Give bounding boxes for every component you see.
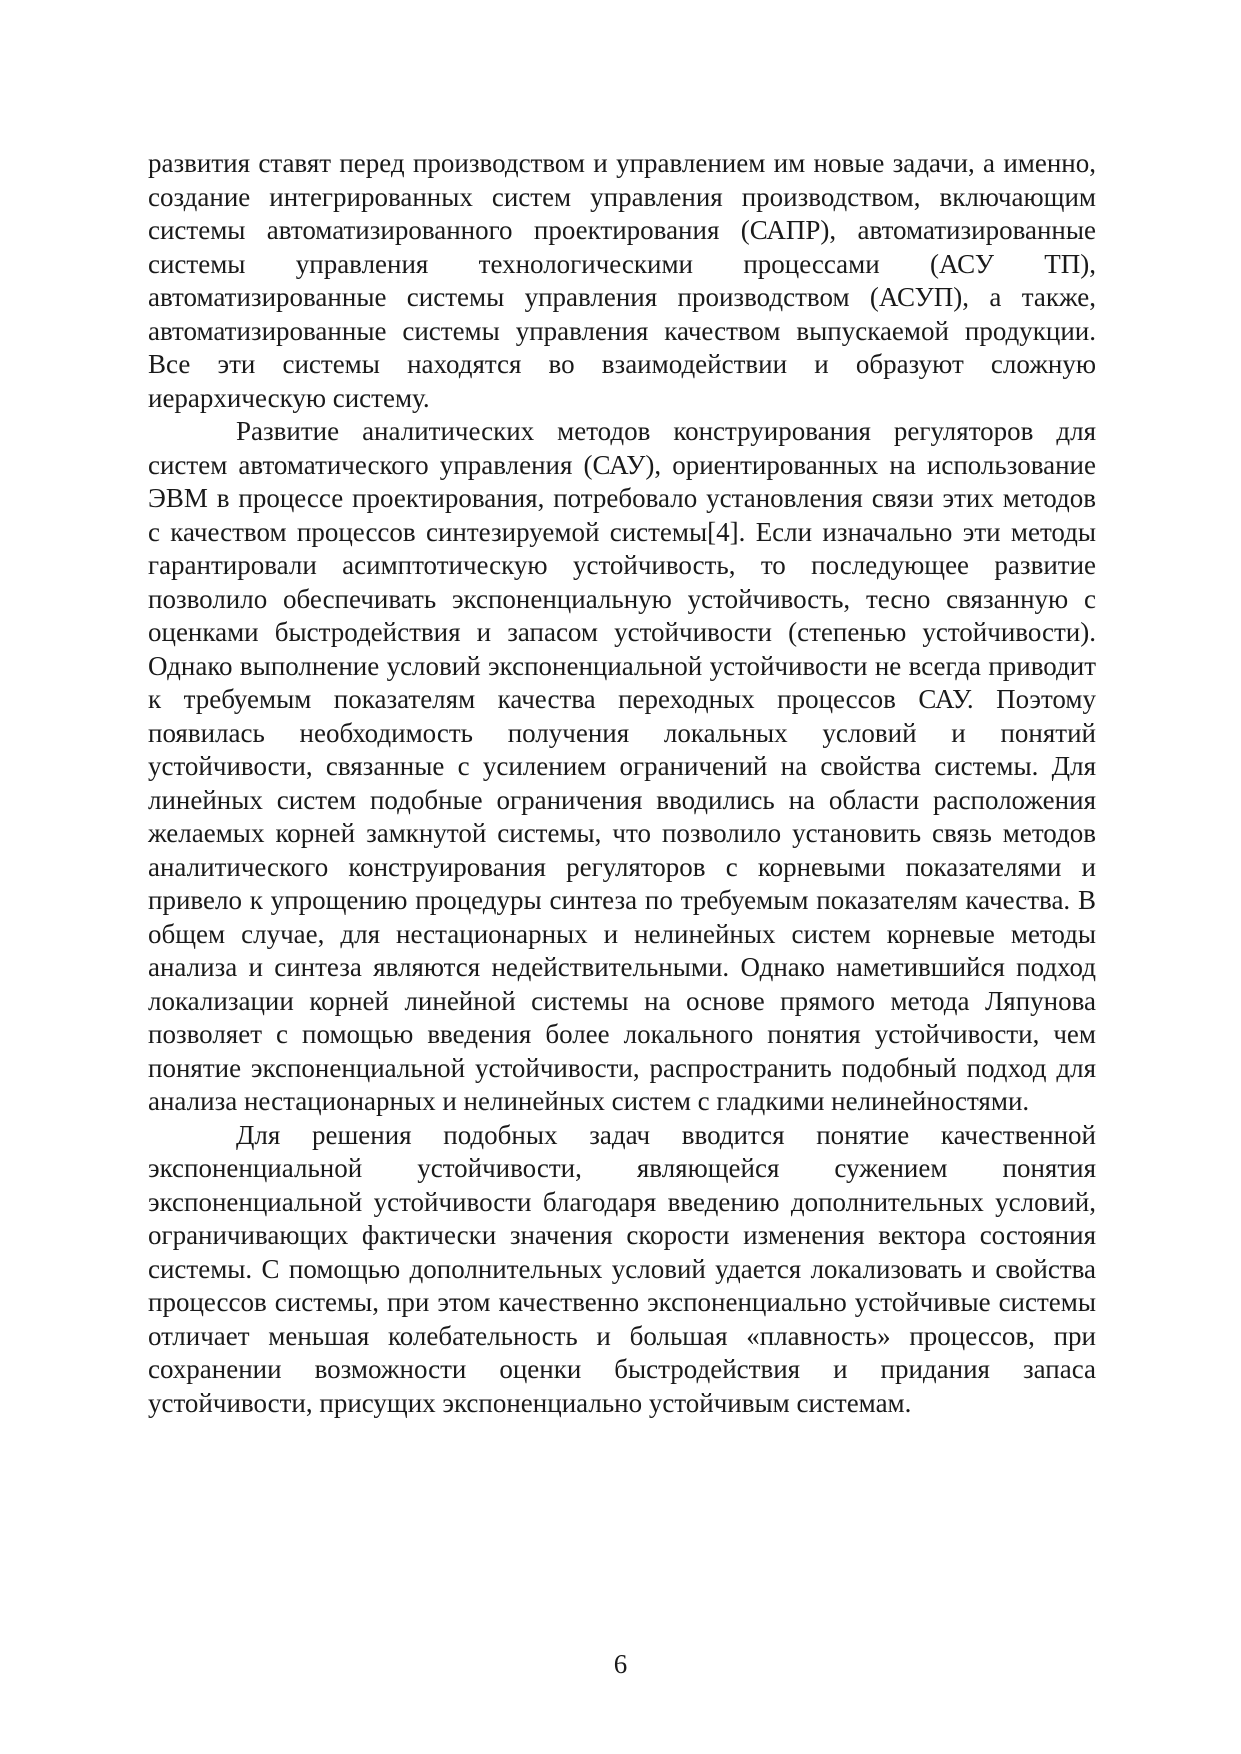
body-text: [148, 147, 1096, 1420]
paragraph-qualitative-stability: Для решения подобных задач вводится понятие качественной экспоненциальной устойчивости, являющейся сужением понятия экспоненциальной устойчивости благодаря введению дополнительных условий, ограничивающих фактически значения скорости изменения вектора состояния системы. С помощью дополнительных условий удается локализовать и свойства процессов системы, при этом качественно экспоненциально устойчивые системы отличает меньшая колебательность и большая «плавность» процессов, при сохранении возможности оценки быстродействия и придания запаса устойчивости, присущих экспоненциально устойчивым системам.: [148, 1119, 1096, 1418]
paragraph-continuation: развития ставят перед производством и управлением им новые задачи, а именно, создание интегрированных систем управления производством, включающим системы автоматизированного проектирования (САПР), автоматизированные системы управления технологическими процессами (АСУ ТП), автоматизированные системы управления производством (АСУП), а также, автоматизированные системы управления качеством выпускаемой продукции. Все эти системы находятся во взаимодействии и образуют сложную иерархическую систему.: [148, 148, 1096, 413]
page-number: 6: [613, 1649, 628, 1679]
paragraph-analytic-methods: Развитие аналитических методов конструирования регуляторов для систем автоматического управления (САУ), ориентированных на использование ЭВМ в процессе проектирования, потребовало установления связи этих методов с качеством процессов синтезируемой системы[4]. Если изначально эти методы гарантировали асимптотическую устойчивость, то последующее развитие позволило обеспечивать экспоненциальную устойчивость, тесно связанную с оценками быстродействия и запасом устойчивости (степенью устойчивости). Однако выполнение условий экспоненциальной устойчивости не всегда приводит к требуемым показателям качества переходных процессов САУ. Поэтому появилась необходимость получения локальных условий и понятий устойчивости, связанные с усилением ограничений на свойства системы. Для линейных систем подобные ограничения вводились на области расположения желаемых корней замкнутой системы, что позволило установить связь методов аналитического конструирования регуляторов с корневыми показателями и привело к упрощению процедуры синтеза по требуемым показателям качества. В общем случае, для нестационарных и нелинейных систем корневые методы анализа и синтеза являются недействительными. Однако наметившийся подход локализации корней линейной системы на основе прямого метода Ляпунова позволяет с помощью введения более локального понятия устойчивости, чем понятие экспоненциальной устойчивости, распространить подобный подход для анализа нестационарных и нелинейных систем с гладкими нелинейностями.: [148, 416, 1096, 1116]
